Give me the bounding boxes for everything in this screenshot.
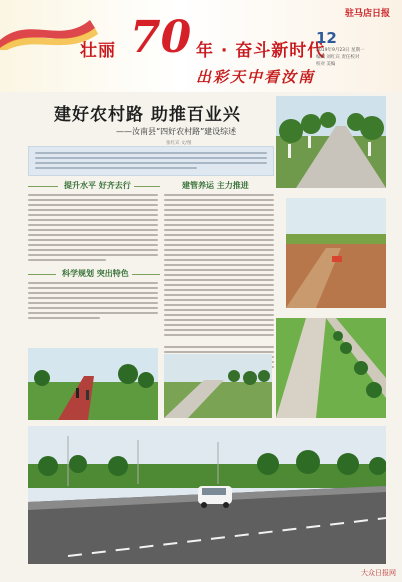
section-head-left-mid: 科学规划 突出特色 xyxy=(62,269,129,278)
column-center-text xyxy=(164,194,274,339)
banner-suffix: 年 · 奋斗新时代 xyxy=(196,41,326,61)
banner-prefix: 壮丽 xyxy=(80,41,116,61)
date-line: 2019年9月23日 星期一 xyxy=(316,48,365,53)
photo-tree-lined-road xyxy=(276,96,386,188)
photo-highway-white-car xyxy=(28,426,386,564)
column-left-text xyxy=(28,194,158,264)
article-subhead: ——汝南县“四好农村路”建设综述 xyxy=(116,127,237,136)
masthead xyxy=(316,6,390,68)
article-headline: 建好农村路 助推百业兴 xyxy=(54,105,241,125)
paper-name: 驻马店日报 xyxy=(344,9,390,19)
section-head-left-top: 提升水平 好齐去行 xyxy=(64,181,131,190)
banner-slogan: 出彩天中看汝南 xyxy=(196,68,316,86)
page-number: 12 xyxy=(316,29,337,47)
photo-green-boulevard xyxy=(276,318,386,418)
photo-rural-canal-road xyxy=(164,354,272,418)
lead-paragraph-box xyxy=(28,146,274,176)
section-head-right-top: 建管养运 主力推进 xyxy=(182,181,249,190)
photo-field-construction xyxy=(286,198,386,308)
designer-line: 校对 美编 xyxy=(316,62,336,67)
footer-watermark: 大众日报网 xyxy=(361,569,396,577)
column-left-text-2 xyxy=(28,282,158,322)
article-byline: 张红宾 文/图 xyxy=(166,141,192,146)
photo-people-walking-path xyxy=(28,348,158,420)
page-banner xyxy=(0,0,402,92)
banner-70-number: 70 xyxy=(130,12,192,63)
editor-line: 编辑 刘红宾 责任校对 xyxy=(316,55,360,60)
